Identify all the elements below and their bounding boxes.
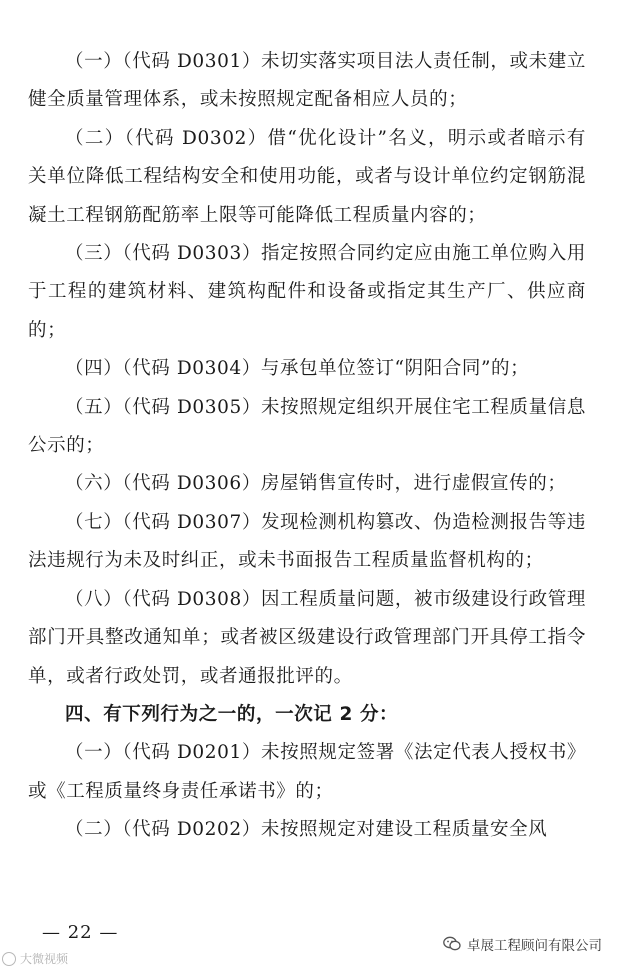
section-heading: 四、有下列行为之一的，一次记 2 分： [65,703,399,725]
weibo-logo-icon [2,952,16,966]
clause-d0304: （四）（代码 D0304）与承包单位签订“阴阳合同”的； [65,358,530,380]
document-body [28,43,586,850]
wechat-logo-icon [443,936,461,952]
clause-d0303: （三）（代码 D0303）指定按照合同约定应由施工单位购入用于工程的建筑材料、建筑构配件和设备或指定其生产厂、供应商的； [28,243,586,341]
watermark-left-text: 大微视频 [20,952,69,966]
watermark-right-text: 卓展工程顾问有限公司 [467,938,602,954]
clause-d0308: （八）（代码 D0308）因工程质量问题，被市级建设行政管理部门开具整改通知单；或者被区级建设行政管理部门开具停工指令单，或者行政处罚，或者通报批评的。 [28,588,586,687]
clause-d0302: （二）（代码 D0302）借“优化设计”名义，明示或者暗示有关单位降低工程结构安全和使用功能，或者与设计单位约定钢筋混凝土工程钢筋配筋率上限等可能降低工程质量内容的； [28,127,586,226]
page-number: — 22 — [42,922,119,943]
clause-d0307: （七）（代码 D0307）发现检测机构篡改、伪造检测报告等违法违规行为未及时纠正，或未书面报告工程质量监督机构的； [28,511,586,572]
clause-d0301: （一）（代码 D0301）未切实落实项目法人责任制，或未建立健全质量管理体系，或未按照规定配备相应人员的； [28,51,586,111]
watermark-right [443,934,602,954]
clause-d0201: （一）（代码 D0201）未按照规定签署《法定代表人授权书》或《工程质量终身责任承诺书》的； [28,742,586,802]
clause-d0306: （六）（代码 D0306）房屋销售宣传时，进行虚假宣传的； [65,473,567,495]
clause-d0202: （二）（代码 D0202）未按照规定对建设工程质量安全风 [65,819,548,841]
clause-d0305: （五）（代码 D0305）未按照规定组织开展住宅工程质量信息公示的； [28,396,586,457]
watermark-left [2,950,68,967]
